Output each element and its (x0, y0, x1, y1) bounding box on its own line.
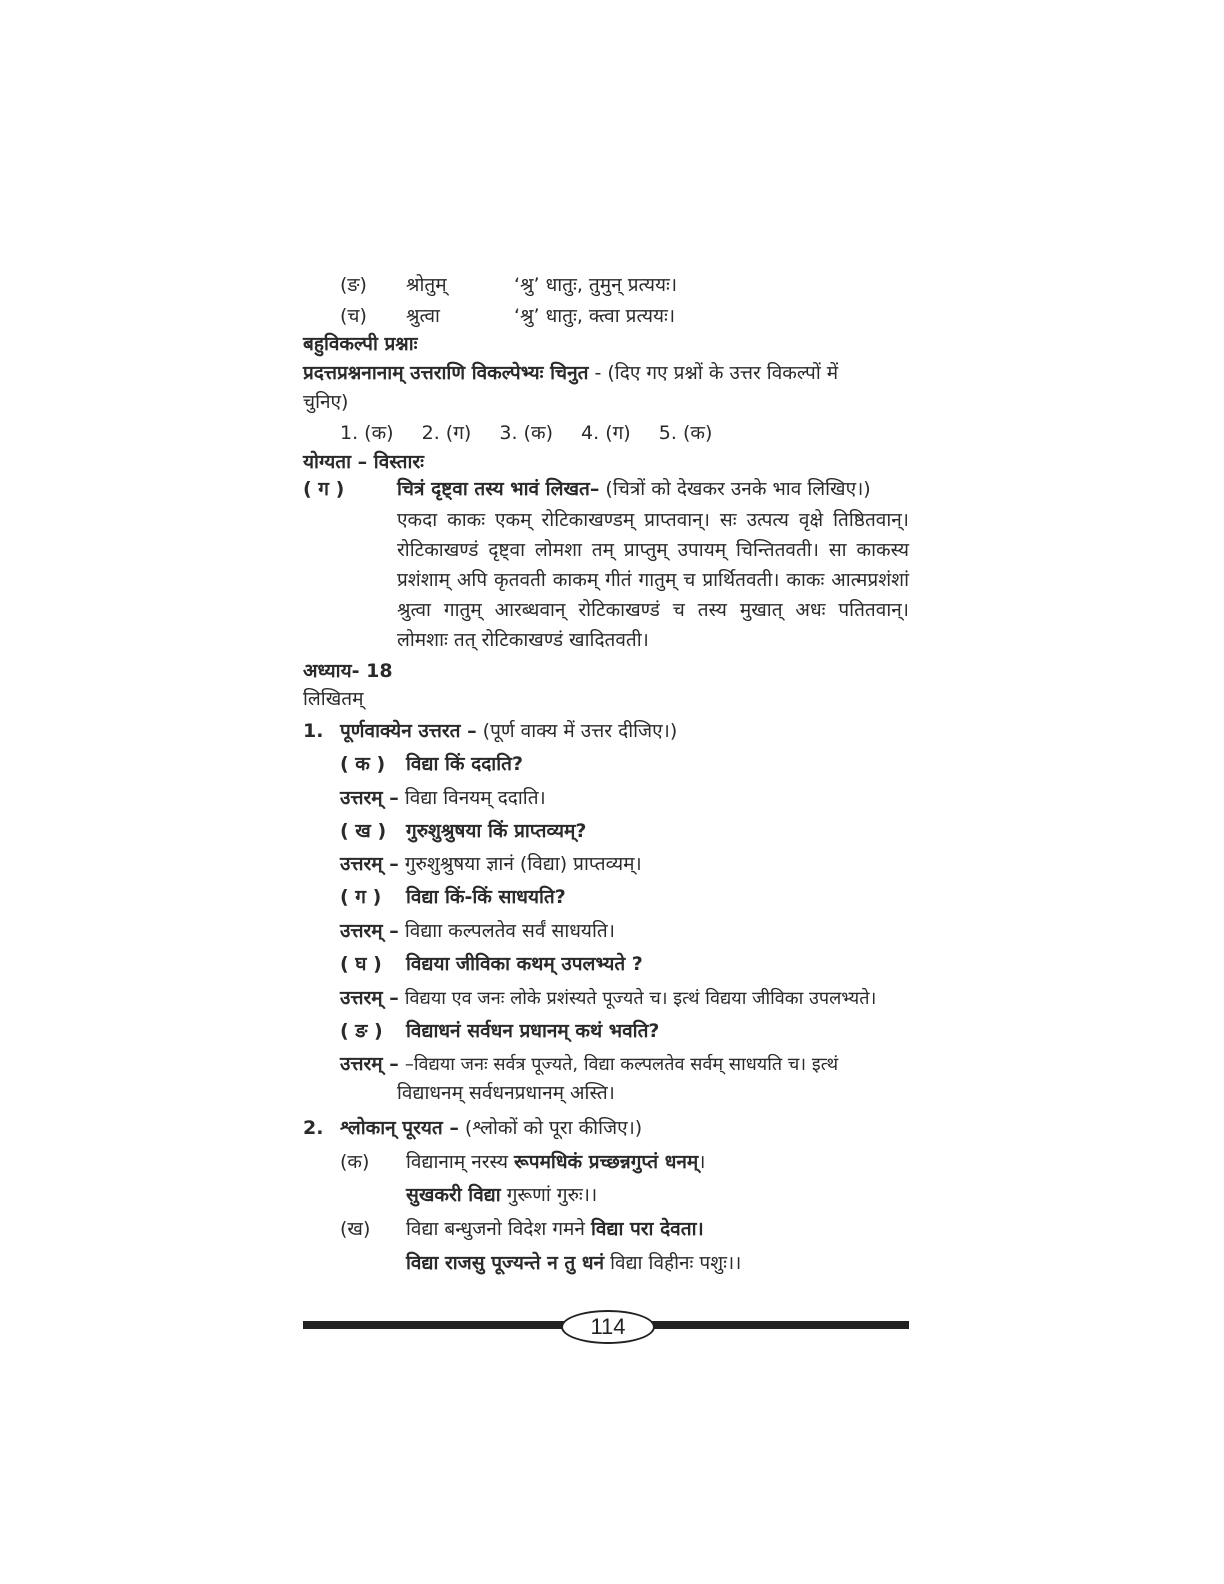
footer-rule-left (303, 1321, 565, 1329)
derivation-word-shrutva: श्रुत्वा (406, 305, 440, 327)
q1-title: पूर्णवाक्येन उत्तरत – (340, 720, 477, 742)
q1-item-answer-line (340, 1053, 838, 1076)
q1-item-answer-line (340, 787, 546, 810)
q2-title-hindi: (श्लोकों को पूरा कीजिए।) (464, 1117, 643, 1139)
yogyata-label: ( ग ) (303, 478, 345, 500)
q1-item-question: विद्या किं-किं साधयति? (406, 886, 566, 908)
chapter-subtitle: लिखितम् (303, 688, 364, 710)
q1-title-line (340, 720, 677, 743)
shloka-fill: विद्या परा देवता। (591, 1218, 704, 1240)
answer-label: उत्तरम् – (340, 987, 399, 1009)
derivation-analysis-shrutva: ‘श्रु’ धातुः, क्त्वा प्रत्ययः। (514, 305, 676, 327)
q1-item-answer: विद्या विनयम् ददाति। (404, 787, 546, 809)
mcq-answers (340, 422, 712, 445)
q1-item-label: ( क ) (340, 753, 386, 775)
mcq-instruction-hindi: - (दिए गए प्रश्नों के उत्तर विकल्पों में (594, 362, 839, 384)
mcq-answer: 1. (क) (340, 422, 394, 444)
q2-number: 2. (303, 1117, 324, 1139)
mcq-instruction: प्रदत्तप्रश्ननानाम् उत्तराणि विकल्पेभ्यः चिनुत (303, 362, 589, 384)
yogyata-title-line (397, 478, 871, 501)
q1-item-label: ( ङ ) (340, 1020, 383, 1042)
footer-rule-right (647, 1321, 909, 1329)
q1-title-hindi: (पूर्ण वाक्य में उत्तर दीजिए।) (482, 720, 678, 742)
answer-label: उत्तरम् – (340, 787, 399, 809)
q2-item-line1 (406, 1218, 704, 1241)
q2-title-line (340, 1117, 642, 1140)
q1-item-answer: विद्यया एव जनः लोके प्रशंस्यते पूज्यते च। इत्थं विद्यया जीविका उपलभ्यते। (404, 988, 877, 1009)
mcq-answer: 2. (ग) (421, 422, 472, 444)
yogyata-paragraph: एकदा काकः एकम् रोटिकाखण्डम् प्राप्तवान्। सः उत्पत्य वृक्षे तिष्ठितवान्। रोटिकाखण्डं दृष्ट्वा लोमशा तम् प्राप्तुम् उपायम् चिन्तितवती। सा काकस्य प्रशंशाम् अपि कृतवती काकम् गीतं गातुम् च प्रार्थितवती। काकः आत्मप्रशंशां श्रुत्वा गातुम् आरब्धवान् रोटिकाखण्डं च तस्य मुखात् अधः पतितवान्। लोमशाः तत् रोटिकाखण्डं खादितवती। (397, 509, 909, 651)
shloka-plain: विद्या बन्धुजनो विदेश गमने (406, 1218, 591, 1240)
q2-item-line2 (406, 1184, 597, 1207)
mcq-answer: 5. (क) (658, 422, 713, 444)
page-number: 114 (561, 1310, 655, 1344)
q1-item-answer: विद्याा कल्पलतेव सर्वं साधयति। (404, 920, 615, 942)
q1-item-answer-line (340, 920, 615, 943)
q1-item-question: विद्याधनं सर्वधन प्रधानम् कथं भवति? (406, 1020, 660, 1042)
answer-label: उत्तरम् – (340, 920, 399, 942)
derivation-label-nga: (ङ) (340, 274, 367, 296)
q1-item-label: ( ग ) (340, 886, 382, 908)
q1-item-answer-line (340, 987, 876, 1010)
q1-item-answer-line (340, 853, 642, 876)
answer-label: उत्तरम् – (340, 1053, 399, 1075)
q1-item-label: ( घ ) (340, 953, 382, 975)
q1-item-answer-cont: विद्याधनम् सर्वधनप्रधानम् अस्ति। (397, 1082, 615, 1104)
shloka-plain: गुरूणां गुरुः।। (500, 1184, 598, 1206)
q1-item-question: विद्या किं ददाति? (406, 753, 523, 775)
yogyata-title: चित्रं दृष्ट्वा तस्य भावं लिखत– (397, 478, 600, 500)
q2-item-line2 (406, 1252, 741, 1275)
shloka-fill: सुखकरी विद्या (406, 1184, 501, 1206)
q2-item-label: (क) (340, 1151, 370, 1173)
q1-number: 1. (303, 720, 324, 742)
shloka-fill: विद्या राजसु पूज्यन्ते न तु धनं (406, 1252, 605, 1274)
shloka-end: । (698, 1151, 706, 1173)
mcq-instruction-line (303, 362, 838, 385)
yogyata-heading: योग्यता – विस्तारः (303, 451, 425, 473)
shloka-fill: रूपमधिकं प्रच्छन्नगुप्तं धनम् (514, 1151, 699, 1173)
shloka-plain: विद्यानाम् नरस्य (406, 1151, 515, 1173)
derivation-word-shrotum: श्रोतुम् (406, 274, 447, 296)
answer-label: उत्तरम् – (340, 853, 399, 875)
q1-item-answer: –विद्यया जनः सर्वत्र पूज्यते, विद्या कल्पलतेव सर्वम् साधयति च। इत्थं (404, 1054, 839, 1075)
mcq-answer: 4. (ग) (581, 422, 631, 444)
derivation-label-cha: (च) (340, 305, 367, 327)
chapter-title: अध्याय- 18 (303, 660, 393, 682)
yogyata-title-hindi: (चित्रों को देखकर उनके भाव लिखिए।) (605, 478, 871, 500)
mcq-heading: बहुविकल्पी प्रश्नाः (303, 333, 418, 355)
shloka-plain: विद्या विहीनः पशुः।। (604, 1252, 742, 1274)
q1-item-question: विद्यया जीविका कथम् उपलभ्यते ? (406, 953, 643, 975)
q1-item-answer: गुरुशुश्रुषया ज्ञानं (विद्या) प्राप्तव्यम्। (404, 853, 642, 875)
q2-title: श्लोकान् पूरयत – (340, 1117, 459, 1139)
q2-item-line1 (406, 1151, 706, 1174)
mcq-instruction-cont: चुनिए) (303, 391, 349, 413)
q2-item-label: (ख) (340, 1218, 371, 1240)
q1-item-label: ( ख ) (340, 820, 387, 842)
q1-item-question: गुरुशुश्रुषया किं प्राप्तव्यम्? (406, 820, 587, 842)
derivation-analysis-shrotum: ‘श्रु’ धातुः, तुमुन् प्रत्ययः। (514, 274, 678, 296)
mcq-answer: 3. (क) (499, 422, 553, 444)
